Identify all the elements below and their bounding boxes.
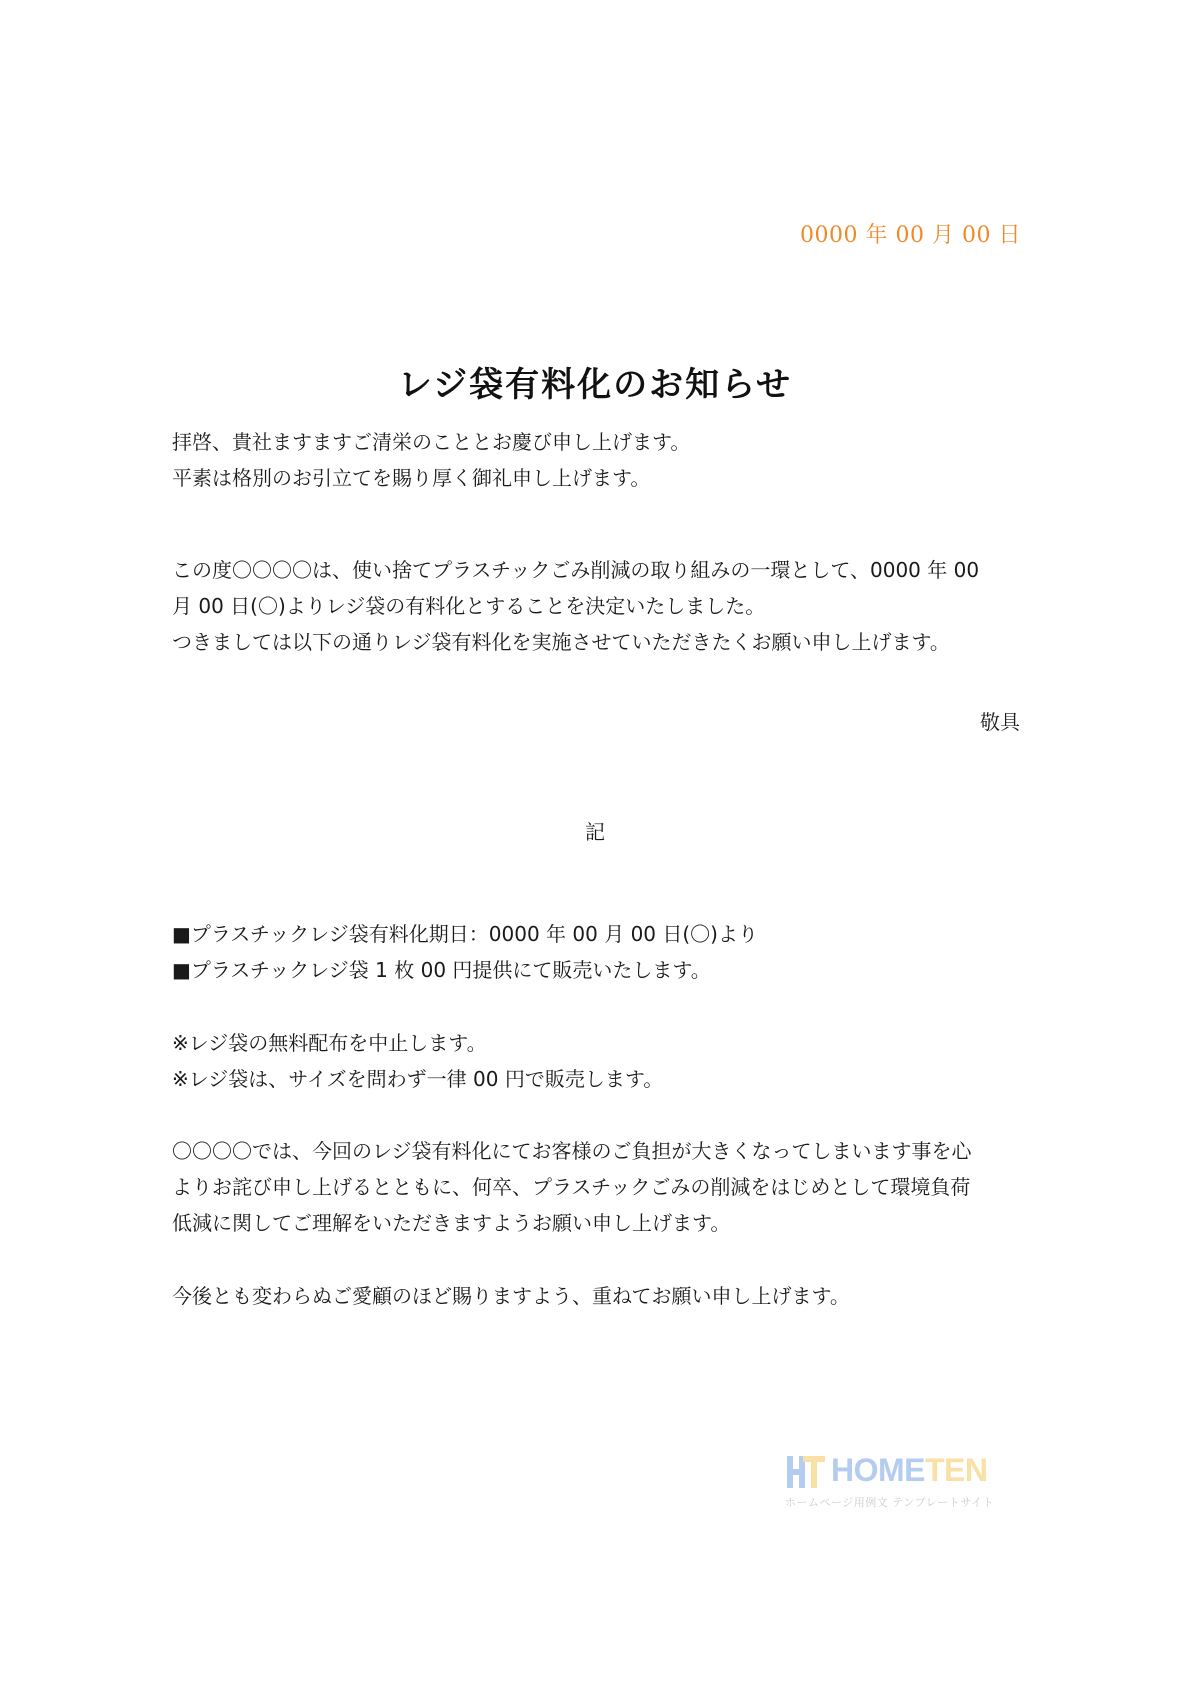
hometen-logo <box>785 1452 1015 1512</box>
list-item: ■プラスチックレジ袋有料化期日：0000 年 00 月 00 日(〇)より <box>172 922 758 946</box>
announcement-line: つきましては以下の通りレジ袋有料化を実施させていただきたくお願い申し上げます。 <box>172 630 950 654</box>
list-item: ■プラスチックレジ袋 1 枚 00 円提供にて販売いたします。 <box>172 958 711 982</box>
logo-name-part2: TEN <box>925 1452 988 1488</box>
greeting-line: 平素は格別のお引立てを賜り厚く御礼申し上げます。 <box>172 466 651 490</box>
announcement-line: この度〇〇〇〇は、使い捨てプラスチックごみ削減の取り組みの一環として、0000 年 00 <box>172 558 980 582</box>
greeting-paragraph <box>172 424 1032 496</box>
apology-line: 低減に関してご理解をいただきますようお願い申し上げます。 <box>172 1211 731 1235</box>
apology-line: よりお詫び申し上げるとともに、何卒、プラスチックごみの削減をはじめとして環境負荷 <box>172 1175 971 1199</box>
logo-name-part1: HOME <box>831 1452 925 1488</box>
notes-list <box>172 1025 1032 1097</box>
ki-heading: 記 <box>585 820 605 844</box>
document-title: レジ袋有料化のお知らせ <box>397 365 793 405</box>
note-item: ※レジ袋の無料配布を中止します。 <box>172 1031 487 1055</box>
announcement-paragraph <box>172 552 1032 660</box>
apology-paragraph <box>172 1133 1032 1241</box>
note-item: ※レジ袋は、サイズを問わず一律 00 円で販売します。 <box>172 1067 664 1091</box>
logo-tagline: ホームページ用例文 テンプレートサイト <box>785 1496 995 1509</box>
greeting-line: 拝啓、貴社ますますご清栄のこととお慶び申し上げます。 <box>172 430 691 454</box>
logo-wordmark <box>831 1452 988 1489</box>
apology-line: 〇〇〇〇では、今回のレジ袋有料化にてお客様のご負担が大きくなってしまいます事を心 <box>172 1139 972 1163</box>
announcement-line: 月 00 日(〇)よりレジ袋の有料化とすることを決定いたしました。 <box>172 594 766 618</box>
item-list <box>172 916 1032 988</box>
closing-salutation: 敬具 <box>980 710 1020 734</box>
document-date: 0000 年 00 月 00 日 <box>800 223 1021 248</box>
final-paragraph <box>172 1278 1032 1314</box>
final-line: 今後とも変わらぬご愛顧のほど賜りますよう、重ねてお願い申し上げます。 <box>172 1284 850 1308</box>
hometen-logo-icon <box>785 1454 827 1490</box>
